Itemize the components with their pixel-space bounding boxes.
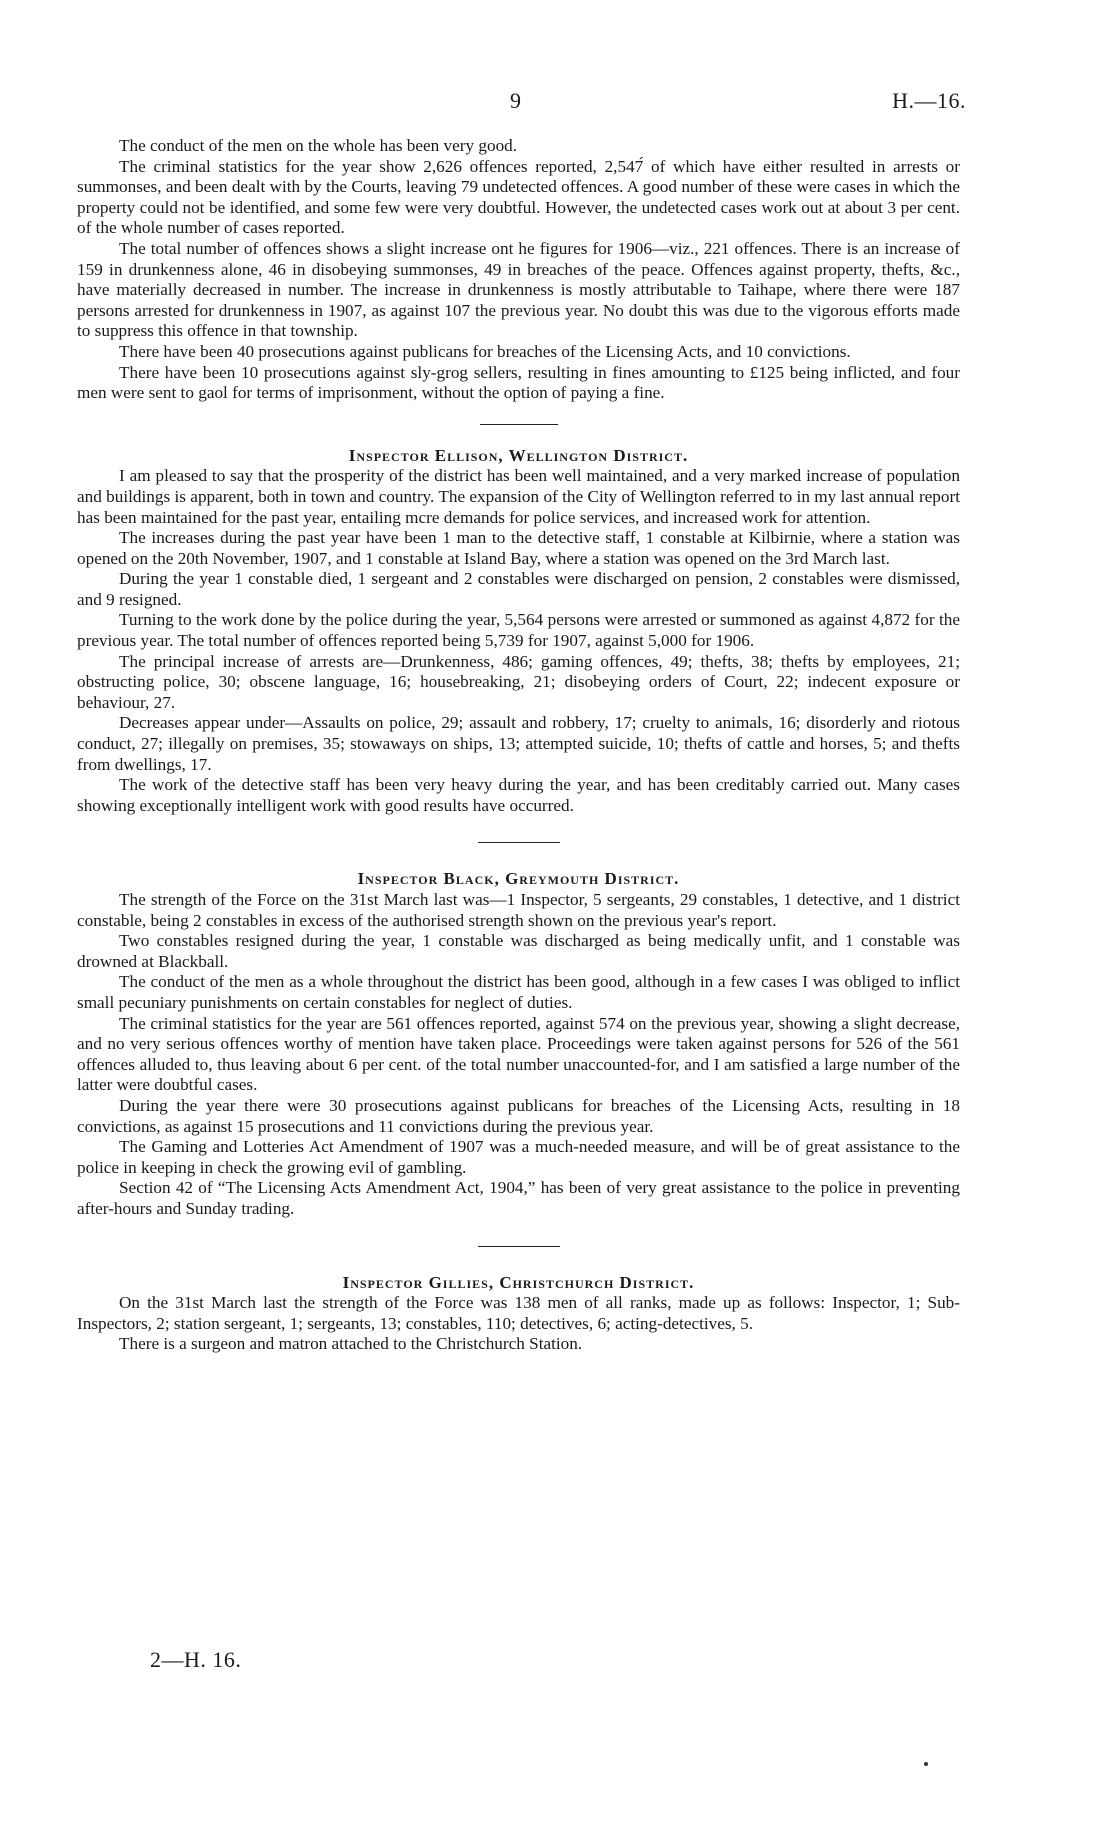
document-body: [77, 136, 960, 1355]
section-title: Inspector Gillies, Christchurch District.: [342, 1272, 695, 1292]
signature-reference: 2—H. 16.: [150, 1647, 242, 1672]
paragraph: Section 42 of “The Licensing Acts Amendment Act, 1904,” has been of very great assistance to the police in preventing after-hours and Sunday trading.: [77, 1178, 960, 1218]
section-wellington: [77, 446, 960, 817]
section-greymouth: [77, 869, 960, 1219]
paragraph: I am pleased to say that the prosperity of the district has been well maintained, and a very marked increase of population and buildings is apparent, both in town and country. The expansion of the City of Wellington referred to in my last annual report has been maintained for the past year, entailing mcre demands for police services, and increased work for attention.: [77, 466, 960, 527]
paragraph: The total number of offences shows a slight increase ont he figures for 1906—viz., 221 offences. There is an increase of 159 in drunkenness alone, 46 in disobeying summonses, 49 in breaches of the peace. Offences against property, thefts, &c., have materially decreased in number. The increase in drunkenness is mostly attributable to Taihape, where there were 187 persons arrested for drunkenness in 1907, as against 107 the previous year. No doubt this was due to the vigorous efforts made to suppress this offence in that township.: [77, 238, 960, 341]
paragraph: The criminal statistics for the year show 2,626 offences reported, 2,547́ of which have either resulted in arrests or summonses, and been dealt with by the Courts, leaving 79 undetected offences. A good number of these were cases in which the property could not be identified, and some few were very doubtful. However, the undetected cases work out at about 3 per cent. of the whole number of cases reported.: [77, 156, 960, 238]
section-christchurch: [77, 1273, 960, 1355]
paragraph: Two constables resigned during the year, 1 constable was discharged as being medically unfit, and 1 constable was drowned at Blackball.: [77, 931, 960, 971]
page-header: [0, 88, 1114, 118]
paragraph: Decreases appear under—Assaults on police, 29; assault and robbery, 17; cruelty to animals, 16; disorderly and riotous conduct, 27; illegally on premises, 35; stowaways on ships, 13; attempted suicide, 10; thefts of cattle and horses, 5; and thefts from dwellings, 17.: [77, 713, 960, 774]
paragraph: During the year 1 constable died, 1 sergeant and 2 constables were discharged on pension, 2 constables were dismissed, and 9 resigned.: [77, 569, 960, 609]
paragraph: The principal increase of arrests are—Drunkenness, 486; gaming offences, 49; thefts, 38; thefts by employees, 21; obstructing police, 30; obscene language, 16; housebreaking, 21; disobeying orders of Court, 22; indecent exposure or behaviour, 27.: [77, 651, 960, 712]
paragraph: There have been 40 prosecutions against publicans for breaches of the Licensing Acts, and 10 convictions.: [119, 341, 851, 361]
paragraph: The conduct of the men as a whole throughout the district has been good, although in a few cases I was obliged to inflict small pecuniary punishments on certain constables for neglect of duties.: [77, 972, 960, 1012]
paragraph: The strength of the Force on the 31st March last was—1 Inspector, 5 sergeants, 29 constables, 1 detective, and 1 district constable, being 2 constables in excess of the authorised strength shown on the previous year's report.: [77, 890, 960, 930]
paragraph: The Gaming and Lotteries Act Amendment of 1907 was a much-needed measure, and will be of great assistance to the police in keeping in check the growing evil of gambling.: [77, 1137, 960, 1177]
paragraph: The work of the detective staff has been very heavy during the year, and has been creditably carried out. Many cases showing exceptionally intelligent work with good results have occurred.: [77, 775, 960, 815]
paragraph: On the 31st March last the strength of the Force was 138 men of all ranks, made up as follows: Inspector, 1; Sub-Inspectors, 2; station sergeant, 1; sergeants, 13; constables, 110; detectives, 6; acting-detectives, 5.: [77, 1293, 960, 1333]
section-title: Inspector Ellison, Wellington District.: [348, 445, 689, 465]
section-title: Inspector Black, Greymouth District.: [357, 869, 680, 889]
intro-section: [77, 136, 960, 404]
paragraph: There is a surgeon and matron attached to the Christchurch Station.: [119, 1334, 583, 1354]
page-number: 9: [510, 88, 521, 113]
document-reference: H.—16.: [892, 88, 966, 113]
paragraph: The criminal statistics for the year are 561 offences reported, against 574 on the previous year, showing a slight decrease, and no very serious offences worthy of mention have taken place. Proceedings were taken against persons for 526 of the 561 offences alluded to, thus leaving about 6 per cent. of the total number unaccounted-for, and I am satisfied a large number of the latter were doubtful cases.: [77, 1013, 960, 1095]
print-mark: [924, 1762, 928, 1766]
paragraph: The conduct of the men on the whole has been very good.: [119, 136, 518, 155]
paragraph: Turning to the work done by the police during the year, 5,564 persons were arrested or summoned as against 4,872 for the previous year. The total number of offences reported being 5,739 for 1907, against 5,000 for 1906.: [77, 610, 960, 651]
paragraph: There have been 10 prosecutions against sly-grog sellers, resulting in fines amounting to £125 being inflicted, and four men were sent to gaol for terms of imprisonment, without the option of paying a fine.: [77, 362, 960, 403]
paragraph: During the year there were 30 prosecutions against publicans for breaches of the Licensing Acts, resulting in 18 convictions, as against 15 prosecutions and 11 convictions during the previous year.: [77, 1095, 960, 1136]
paragraph: The increases during the past year have been 1 man to the detective staff, 1 constable at Kilbirnie, where a station was opened on the 20th November, 1907, and 1 constable at Island Bay, where a station was opened on the 3rd March last.: [77, 528, 960, 568]
